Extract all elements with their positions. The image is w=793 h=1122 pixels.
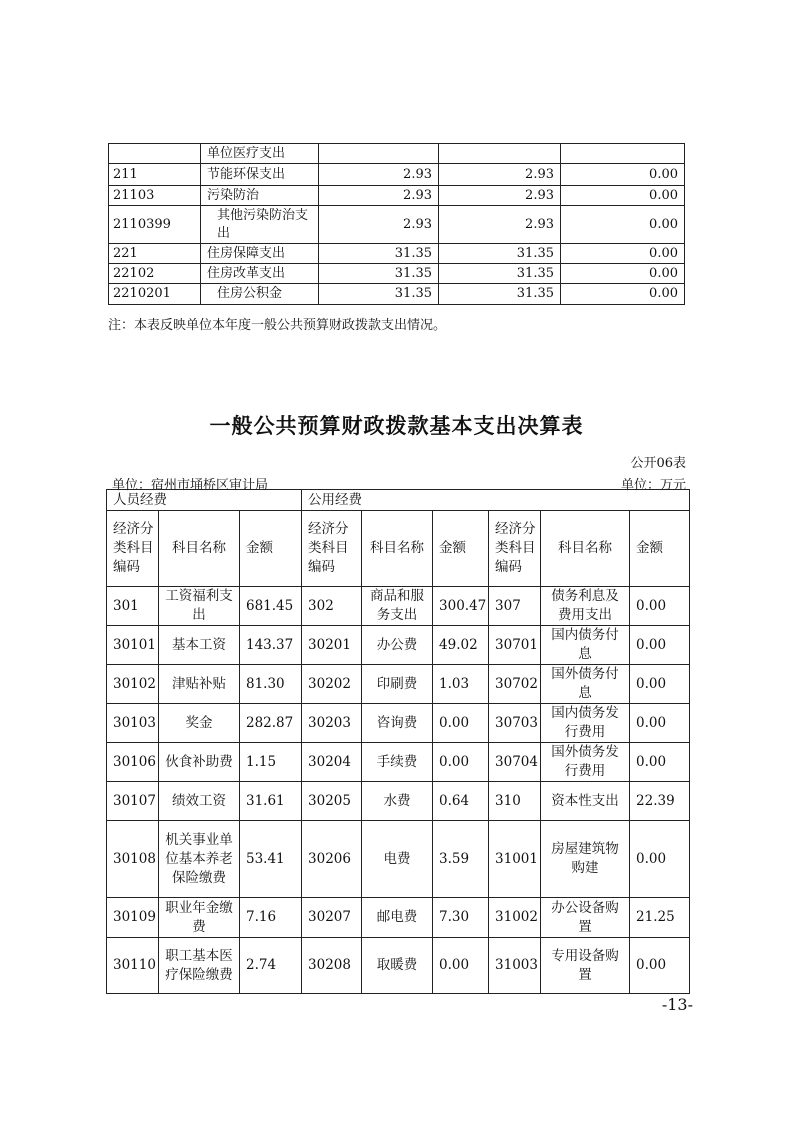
amount-cell: 0.00 — [561, 244, 685, 264]
name-cell: 电费 — [362, 821, 433, 898]
name-cell: 水费 — [362, 782, 433, 821]
amount-cell: 2.93 — [319, 206, 439, 244]
column-header: 经济分类科目编码 — [107, 511, 159, 587]
name-cell: 住房公积金 — [201, 284, 319, 305]
basic-expenditure-table — [106, 489, 690, 994]
name-cell: 资本性支出 — [541, 782, 630, 821]
amount-cell: 31.35 — [319, 284, 439, 305]
amount-cell: 0.00 — [630, 626, 690, 665]
name-cell: 国内债务发行费用 — [541, 704, 630, 743]
name-cell: 国内债务付息 — [541, 626, 630, 665]
amount-cell: 0.00 — [630, 743, 690, 782]
code-cell: 30106 — [107, 743, 159, 782]
amount-cell: 0.00 — [630, 821, 690, 898]
name-cell: 专用设备购置 — [541, 938, 630, 994]
amount-cell: 2.93 — [319, 164, 439, 186]
name-cell: 办公设备购置 — [541, 898, 630, 938]
code-cell: 31002 — [489, 898, 541, 938]
column-header: 金额 — [630, 511, 690, 587]
name-cell: 国外债务发行费用 — [541, 743, 630, 782]
table-row — [109, 206, 685, 244]
amount-cell — [319, 144, 439, 164]
amount-cell: 7.16 — [240, 898, 302, 938]
name-cell: 工资福利支出 — [159, 587, 240, 626]
name-cell: 国外债务付息 — [541, 665, 630, 704]
column-header: 经济分类科目编码 — [489, 511, 541, 587]
amount-cell: 1.15 — [240, 743, 302, 782]
table-row — [109, 186, 685, 206]
code-cell: 30701 — [489, 626, 541, 665]
name-cell: 节能环保支出 — [201, 164, 319, 186]
amount-cell: 31.35 — [439, 264, 561, 284]
amount-cell: 681.45 — [240, 587, 302, 626]
code-cell: 31001 — [489, 821, 541, 898]
name-cell: 房屋建筑物购建 — [541, 821, 630, 898]
name-cell: 职工基本医疗保险缴费 — [159, 938, 240, 994]
name-cell: 单位医疗支出 — [201, 144, 319, 164]
amount-cell: 3.59 — [433, 821, 489, 898]
code-cell: 30108 — [107, 821, 159, 898]
name-cell: 津贴补贴 — [159, 665, 240, 704]
page-title: 一般公共预算财政拨款基本支出决算表 — [209, 414, 584, 438]
amount-cell: 31.35 — [319, 244, 439, 264]
amount-cell: 0.64 — [433, 782, 489, 821]
code-cell: 30205 — [302, 782, 362, 821]
code-cell: 301 — [107, 587, 159, 626]
amount-cell: 0.00 — [630, 704, 690, 743]
name-cell: 邮电费 — [362, 898, 433, 938]
table-row — [109, 164, 685, 186]
table-note: 注：本表反映单位本年度一般公共预算财政拨款支出情况。 — [108, 318, 447, 333]
code-cell: 30202 — [302, 665, 362, 704]
table-row — [107, 938, 690, 994]
code-cell: 30204 — [302, 743, 362, 782]
column-header: 科目名称 — [541, 511, 630, 587]
column-header: 科目名称 — [362, 511, 433, 587]
amount-cell: 53.41 — [240, 821, 302, 898]
code-cell: 302 — [302, 587, 362, 626]
name-cell: 商品和服务支出 — [362, 587, 433, 626]
column-header: 金额 — [240, 511, 302, 587]
name-cell: 住房改革支出 — [201, 264, 319, 284]
name-cell: 机关事业单位基本养老保险缴费 — [159, 821, 240, 898]
name-cell: 基本工资 — [159, 626, 240, 665]
name-cell: 办公费 — [362, 626, 433, 665]
column-header: 金额 — [433, 511, 489, 587]
code-cell: 30103 — [107, 704, 159, 743]
amount-cell: 0.00 — [630, 938, 690, 994]
table-row — [109, 284, 685, 305]
reporting-unit: 单位：宿州市埇桥区审计局 — [112, 478, 269, 493]
amount-cell: 31.35 — [439, 244, 561, 264]
amount-cell: 2.93 — [439, 206, 561, 244]
table-row — [107, 665, 690, 704]
amount-cell: 0.00 — [561, 264, 685, 284]
amount-cell: 1.03 — [433, 665, 489, 704]
name-cell: 奖金 — [159, 704, 240, 743]
amount-cell: 31.35 — [319, 264, 439, 284]
amount-cell: 300.47 — [433, 587, 489, 626]
column-header: 经济分类科目编码 — [302, 511, 362, 587]
group-header-public: 公用经费 — [302, 490, 690, 511]
name-cell: 职业年金缴费 — [159, 898, 240, 938]
amount-cell: 0.00 — [561, 186, 685, 206]
name-cell: 其他污染防治支出 — [201, 206, 319, 244]
name-cell: 污染防治 — [201, 186, 319, 206]
amount-cell: 2.93 — [439, 164, 561, 186]
group-header-personnel: 人员经费 — [107, 490, 302, 511]
amount-cell: 7.30 — [433, 898, 489, 938]
code-cell: 30207 — [302, 898, 362, 938]
amount-cell: 2.93 — [319, 186, 439, 206]
amount-cell: 81.30 — [240, 665, 302, 704]
currency-unit: 单位：万元 — [620, 478, 686, 493]
amount-cell: 0.00 — [561, 206, 685, 244]
code-cell: 2210201 — [109, 284, 201, 305]
code-cell: 31003 — [489, 938, 541, 994]
code-cell: 30704 — [489, 743, 541, 782]
code-cell: 30109 — [107, 898, 159, 938]
table-row — [109, 244, 685, 264]
amount-cell: 0.00 — [433, 743, 489, 782]
amount-cell: 0.00 — [433, 938, 489, 994]
code-cell: 307 — [489, 587, 541, 626]
amount-cell: 49.02 — [433, 626, 489, 665]
code-cell: 30206 — [302, 821, 362, 898]
code-cell: 30201 — [302, 626, 362, 665]
name-cell: 咨询费 — [362, 704, 433, 743]
code-cell: 22102 — [109, 264, 201, 284]
table-row — [107, 743, 690, 782]
table-row — [107, 704, 690, 743]
table-row — [109, 144, 685, 164]
header-row — [107, 511, 690, 587]
code-cell: 30203 — [302, 704, 362, 743]
amount-cell: 0.00 — [561, 164, 685, 186]
code-cell: 30102 — [107, 665, 159, 704]
code-cell: 211 — [109, 164, 201, 186]
name-cell: 绩效工资 — [159, 782, 240, 821]
table-row — [109, 264, 685, 284]
name-cell: 债务利息及费用支出 — [541, 587, 630, 626]
name-cell: 伙食补助费 — [159, 743, 240, 782]
amount-cell — [561, 144, 685, 164]
expenditure-table-continued — [108, 143, 685, 305]
table-number: 公开06表 — [630, 456, 686, 471]
table-row — [107, 626, 690, 665]
code-cell: 30703 — [489, 704, 541, 743]
amount-cell: 0.00 — [561, 284, 685, 305]
amount-cell: 2.74 — [240, 938, 302, 994]
amount-cell: 22.39 — [630, 782, 690, 821]
table-row — [107, 587, 690, 626]
code-cell: 221 — [109, 244, 201, 264]
table-row — [107, 782, 690, 821]
column-header: 科目名称 — [159, 511, 240, 587]
table-row — [107, 821, 690, 898]
code-cell: 30702 — [489, 665, 541, 704]
code-cell: 30208 — [302, 938, 362, 994]
table-row — [107, 898, 690, 938]
amount-cell: 0.00 — [630, 587, 690, 626]
amount-cell: 0.00 — [630, 665, 690, 704]
code-cell: 30110 — [107, 938, 159, 994]
name-cell: 印刷费 — [362, 665, 433, 704]
amount-cell: 0.00 — [433, 704, 489, 743]
code-cell — [109, 144, 201, 164]
page-number: -13- — [661, 995, 693, 1014]
amount-cell: 31.35 — [439, 284, 561, 305]
name-cell: 取暖费 — [362, 938, 433, 994]
code-cell: 310 — [489, 782, 541, 821]
code-cell: 30101 — [107, 626, 159, 665]
amount-cell: 143.37 — [240, 626, 302, 665]
name-cell: 住房保障支出 — [201, 244, 319, 264]
code-cell: 30107 — [107, 782, 159, 821]
amount-cell — [439, 144, 561, 164]
name-cell: 手续费 — [362, 743, 433, 782]
amount-cell: 21.25 — [630, 898, 690, 938]
code-cell: 2110399 — [109, 206, 201, 244]
amount-cell: 282.87 — [240, 704, 302, 743]
amount-cell: 2.93 — [439, 186, 561, 206]
code-cell: 21103 — [109, 186, 201, 206]
amount-cell: 31.61 — [240, 782, 302, 821]
